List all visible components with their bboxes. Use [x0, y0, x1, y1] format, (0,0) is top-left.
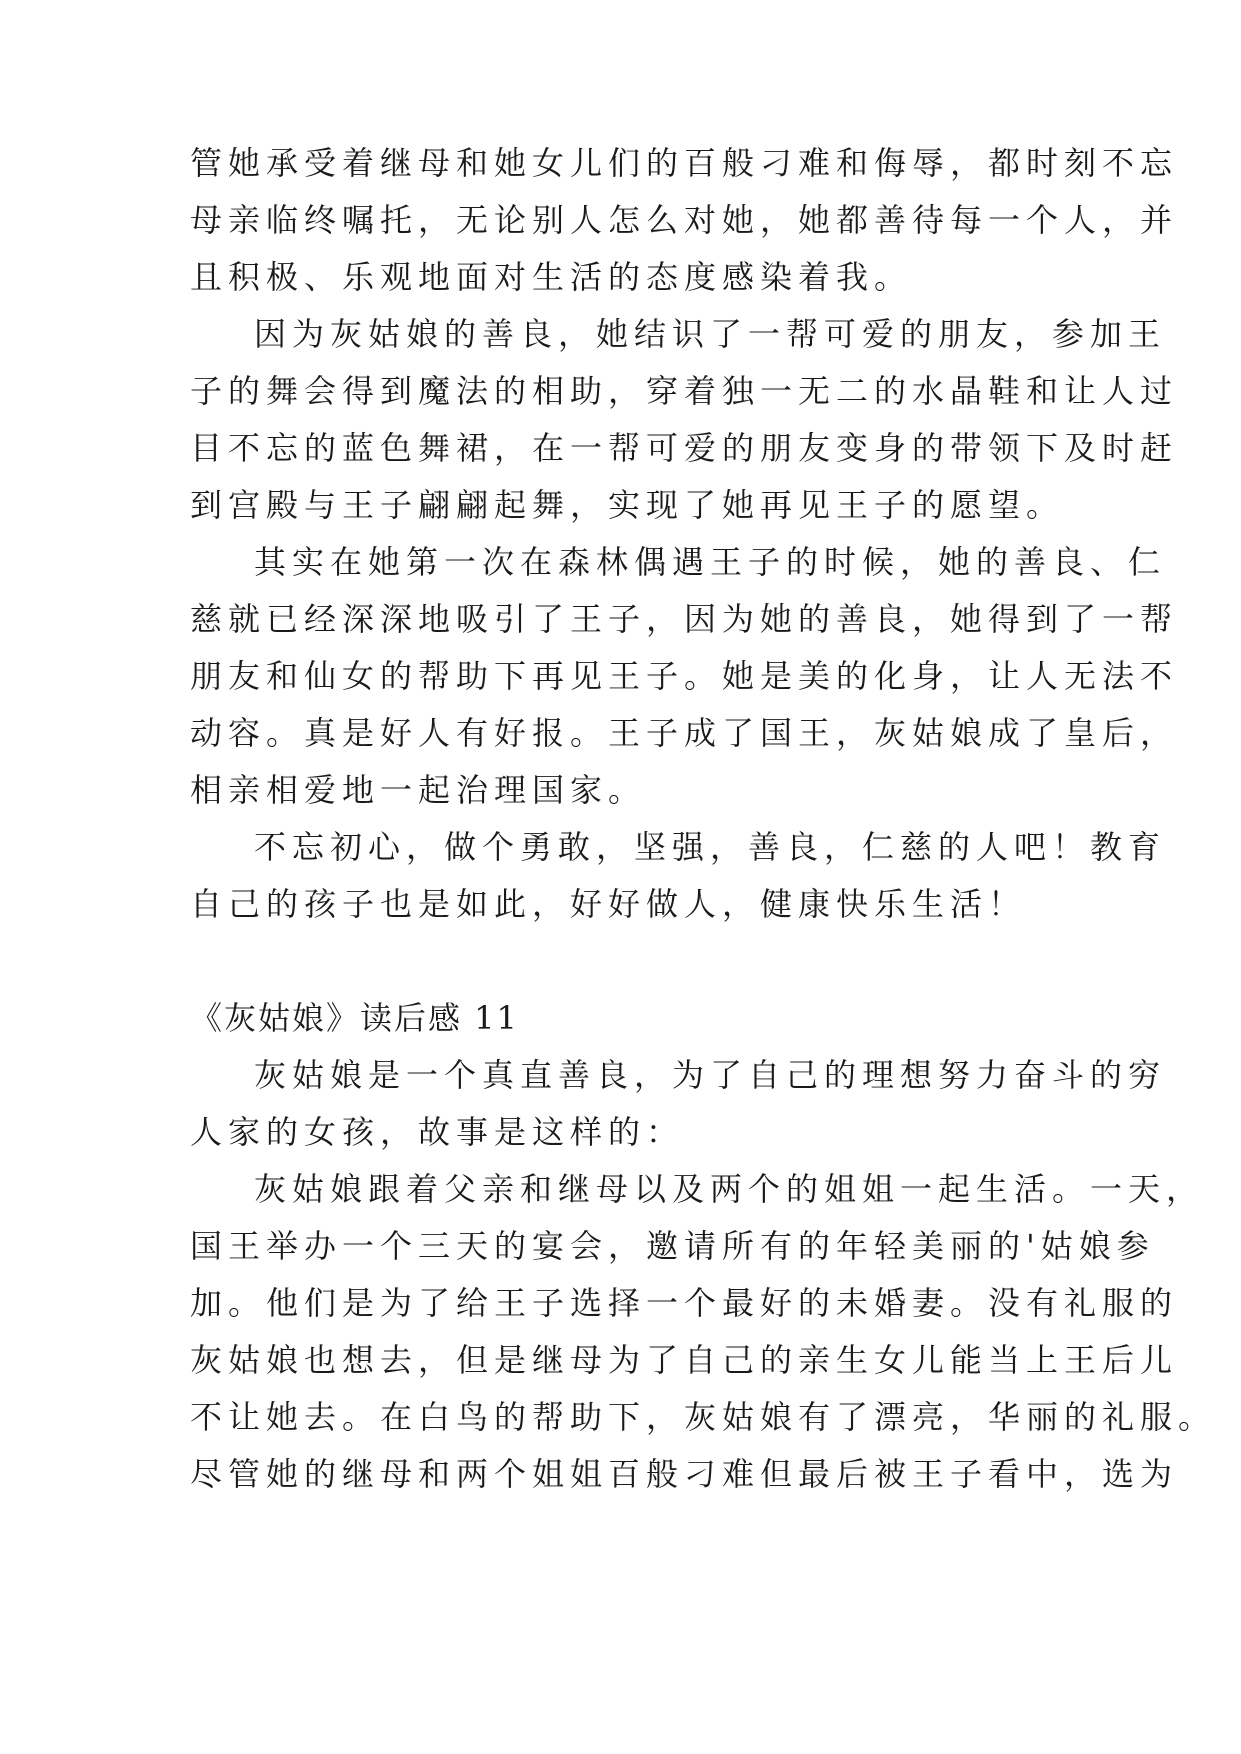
paragraph-line: 不忘初心，做个勇敢，坚强，善良，仁慈的人吧！教育 [254, 828, 1167, 866]
paragraph-line: 灰姑娘跟着父亲和继母以及两个的姐姐一起生活。一天， [254, 1170, 1205, 1208]
paragraph-line: 动容。真是好人有好报。王子成了国王，灰姑娘成了皇后， [190, 714, 1179, 752]
paragraph-line: 管她承受着继母和她女儿们的百般刁难和侮辱，都时刻不忘 [190, 144, 1179, 182]
paragraph-line: 尽管她的继母和两个姐姐百般刁难但最后被王子看中，选为 [190, 1455, 1179, 1493]
paragraph-line: 且积极、乐观地面对生活的态度感染着我。 [190, 258, 913, 296]
paragraph-line: 其实在她第一次在森林偶遇王子的时候，她的善良、仁 [254, 543, 1167, 581]
paragraph-line: 国王举办一个三天的宴会，邀请所有的年轻美丽的'姑娘参 [190, 1227, 1155, 1265]
paragraph-line: 朋友和仙女的帮助下再见王子。她是美的化身，让人无法不 [190, 657, 1179, 695]
paragraph-line: 母亲临终嘱托，无论别人怎么对她，她都善待每一个人，并 [190, 201, 1179, 239]
section-title: 《灰姑娘》读后感 11 [190, 999, 519, 1037]
paragraph-line: 自己的孩子也是如此，好好做人，健康快乐生活！ [190, 885, 1027, 923]
paragraph-line: 不让她去。在白鸟的帮助下，灰姑娘有了漂亮，华丽的礼服。 [190, 1398, 1217, 1436]
paragraph-line: 目不忘的蓝色舞裙，在一帮可爱的朋友变身的带领下及时赶 [190, 429, 1179, 467]
paragraph-line: 人家的女孩，故事是这样的： [190, 1113, 685, 1151]
paragraph-line: 灰姑娘也想去，但是继母为了自己的亲生女儿能当上王后儿 [190, 1341, 1179, 1379]
paragraph-line: 慈就已经深深地吸引了王子，因为她的善良，她得到了一帮 [190, 600, 1179, 638]
paragraph-line: 加。他们是为了给王子选择一个最好的未婚妻。没有礼服的 [190, 1284, 1179, 1322]
paragraph-line: 到宫殿与王子翩翩起舞，实现了她再见王子的愿望。 [190, 486, 1065, 524]
paragraph-line: 子的舞会得到魔法的相助，穿着独一无二的水晶鞋和让人过 [190, 372, 1179, 410]
paragraph-line: 因为灰姑娘的善良，她结识了一帮可爱的朋友，参加王 [254, 315, 1167, 353]
paragraph-line: 灰姑娘是一个真直善良，为了自己的理想努力奋斗的穷 [254, 1056, 1167, 1094]
paragraph-line: 相亲相爱地一起治理国家。 [190, 771, 647, 809]
